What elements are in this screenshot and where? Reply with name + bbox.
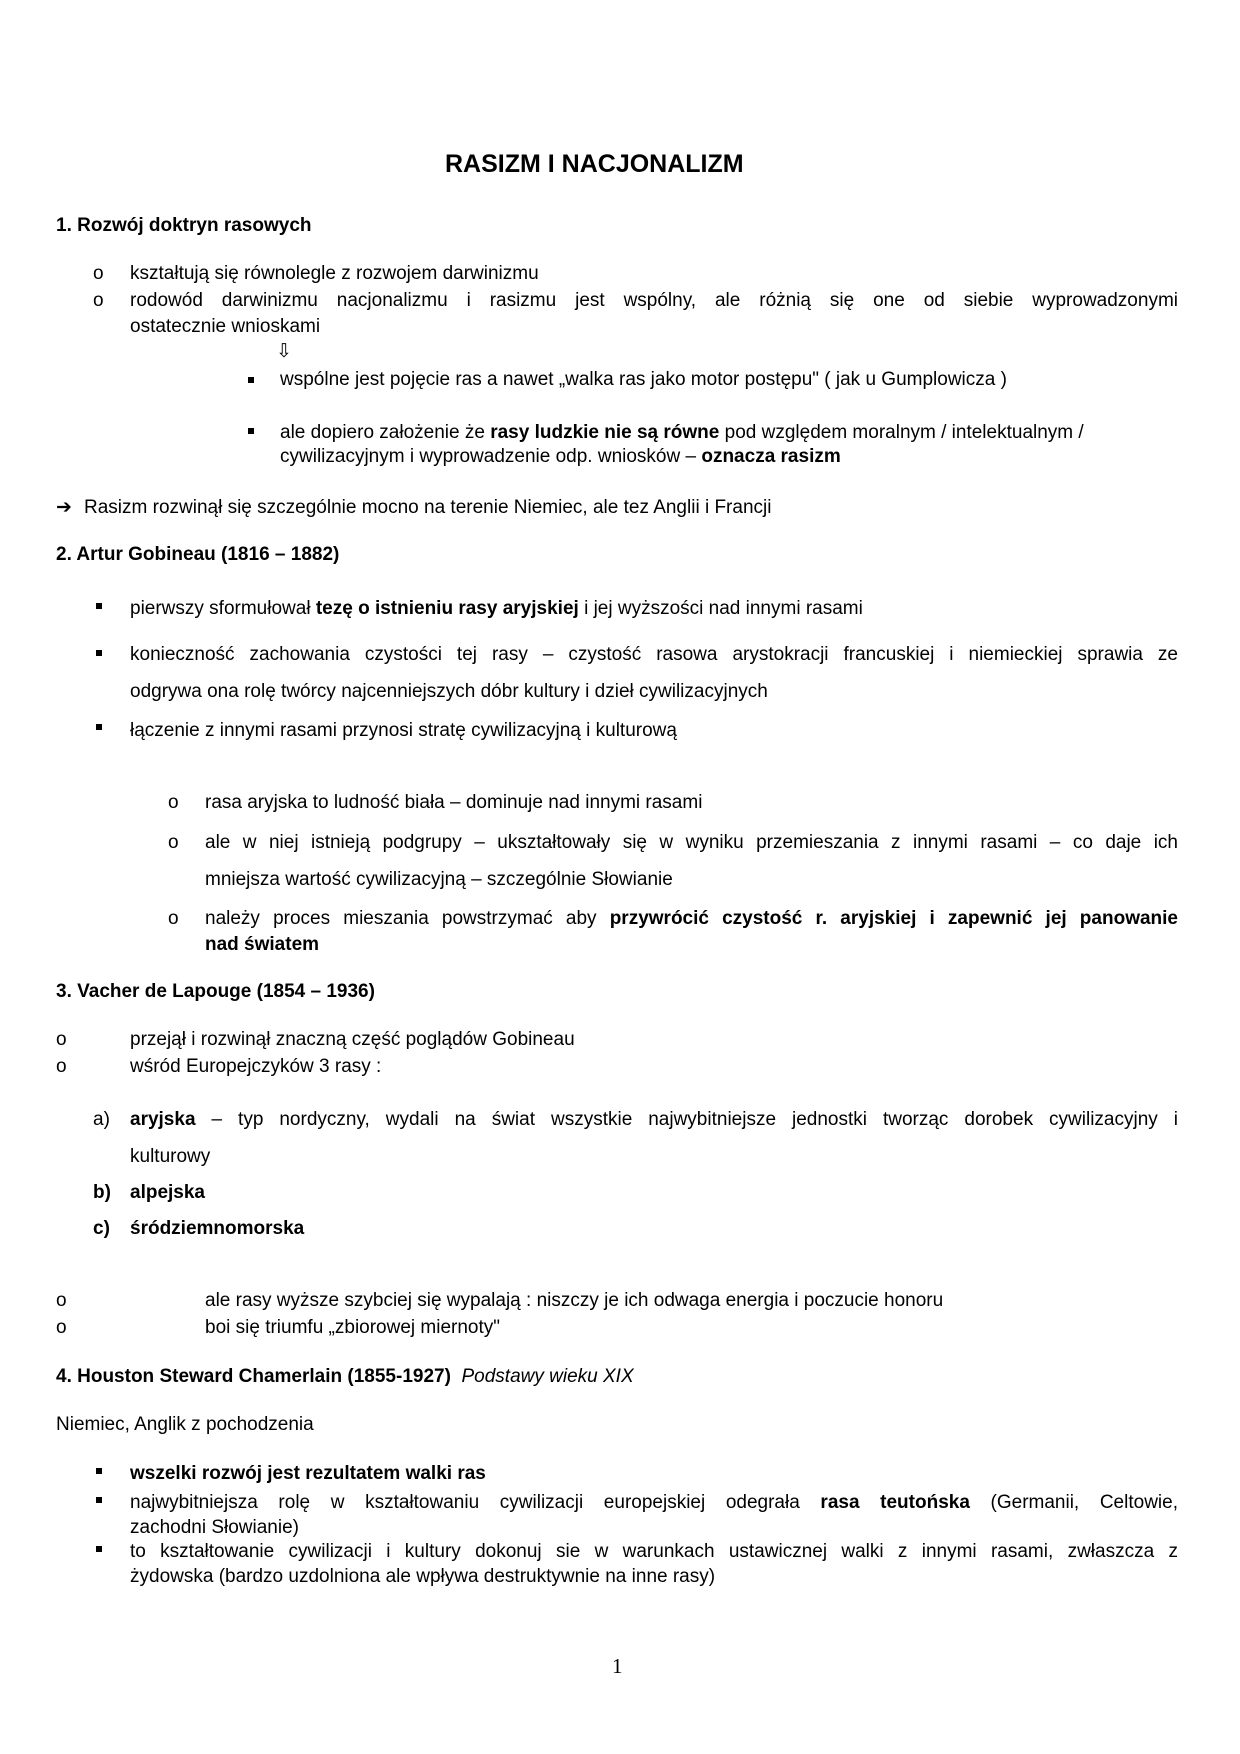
s1-bullet-2-line-2: ostatecznie wnioskami — [130, 316, 321, 337]
s3-item-c: śródziemnomorska — [130, 1218, 305, 1239]
s2-bullet-2-line-2: odgrywa ona rolę twórcy najcenniejszych dóbr kultury i dzieł cywilizacyjnych — [130, 681, 768, 702]
o-bullet-marker: o — [56, 1317, 67, 1338]
s3-bullet-4: boi się triumfu „zbiorowej miernoty" — [205, 1317, 501, 1338]
section-3-heading: 3. Vacher de Lapouge (1854 – 1936) — [56, 981, 375, 1002]
s3-item-a-line-1: aryjska – typ nordyczny, wydali na świat wszystkie najwybitniejsze jednostki tworząc dorobek cywilizacyjny i — [130, 1109, 1178, 1130]
square-bullet-icon — [96, 724, 102, 730]
o-bullet-marker: o — [56, 1056, 67, 1077]
down-arrow-icon: ⇩ — [276, 341, 292, 362]
square-bullet-icon — [96, 603, 102, 609]
list-label-b: b) — [93, 1182, 111, 1203]
s3-bullet-2: wśród Europejczyków 3 rasy : — [130, 1056, 382, 1077]
s2-sub-1: rasa aryjska to ludność biała – dominuje nad innymi rasami — [205, 792, 703, 813]
s1-bullet-2-line-1: rodowód darwinizmu nacjonalizmu i rasizmu jest wspólny, ale różnią się one od siebie wyprowadzonymi — [130, 290, 1178, 311]
s1-note: Rasizm rozwinął się szczególnie mocno na terenie Niemiec, ale tez Anglii i Francji — [84, 497, 772, 518]
square-bullet-icon — [248, 377, 254, 383]
square-bullet-icon — [248, 428, 254, 434]
s4-bullet-2-line-1: najwybitniejsza rolę w kształtowaniu cywilizacji europejskiej odegrała rasa teutońska (Germanii, Celtowie, — [130, 1492, 1178, 1513]
s2-sub-2-line-2: mniejsza wartość cywilizacyjną – szczególnie Słowianie — [205, 869, 673, 890]
o-bullet-marker: o — [168, 908, 179, 929]
s1-note-arrow-icon: ➔ — [56, 497, 72, 518]
s2-bullet-2-line-1: konieczność zachowania czystości tej rasy – czystość rasowa arystokracji francuskiej i niemieckiej sprawia ze — [130, 644, 1178, 665]
s2-sub-3-line-2: nad światem — [205, 934, 320, 955]
square-bullet-icon — [96, 650, 102, 656]
s1-bullet-1: kształtują się równolegle z rozwojem darwinizmu — [130, 263, 539, 284]
o-bullet-marker: o — [93, 290, 104, 311]
s4-origin: Niemiec, Anglik z pochodzenia — [56, 1414, 314, 1435]
o-bullet-marker: o — [56, 1029, 67, 1050]
section-1-heading: 1. Rozwój doktryn rasowych — [56, 215, 312, 236]
s3-bullet-1: przejął i rozwinął znaczną część poglądów Gobineau — [130, 1029, 575, 1050]
section-2-heading: 2. Artur Gobineau (1816 – 1882) — [56, 544, 340, 565]
square-bullet-icon — [96, 1468, 102, 1474]
o-bullet-marker: o — [168, 792, 179, 813]
square-bullet-icon — [96, 1546, 102, 1552]
s3-item-b: alpejska — [130, 1182, 205, 1203]
page-number: 1 — [612, 1654, 623, 1678]
section-4-heading: 4. Houston Steward Chamerlain (1855-1927) Podstawy wieku XIX — [56, 1366, 634, 1387]
o-bullet-marker: o — [93, 263, 104, 284]
s1-sub-bullet-2-line-1: ale dopiero założenie że rasy ludzkie nie są równe pod względem moralnym / intelektualnym / — [280, 422, 1084, 443]
o-bullet-marker: o — [168, 832, 179, 853]
s4-bullet-3-line-2: żydowska (bardzo uzdolniona ale wpływa destruktywnie na inne rasy) — [130, 1566, 716, 1587]
s2-sub-3-line-1: należy proces mieszania powstrzymać aby przywrócić czystość r. aryjskiej i zapewnić jej panowanie — [205, 908, 1178, 929]
page-title: RASIZM I NACJONALIZM — [445, 150, 744, 178]
s1-sub-bullet-1: wspólne jest pojęcie ras a nawet „walka ras jako motor postępu" ( jak u Gumplowicza ) — [280, 369, 1007, 390]
s4-bullet-2-line-2: zachodni Słowianie) — [130, 1517, 299, 1538]
s3-bullet-3: ale rasy wyższe szybciej się wypalają : niszczy je ich odwaga energia i poczucie honoru — [205, 1290, 944, 1311]
s2-sub-2-line-1: ale w niej istnieją podgrupy – ukształtowały się w wyniku przemieszania z innymi rasami – co daje ich — [205, 832, 1178, 853]
s2-bullet-1: pierwszy sformułował tezę o istnieniu rasy aryjskiej i jej wyższości nad innymi rasami — [130, 598, 863, 619]
list-label-a: a) — [93, 1109, 110, 1130]
o-bullet-marker: o — [56, 1290, 67, 1311]
s3-item-a-line-2: kulturowy — [130, 1146, 211, 1167]
square-bullet-icon — [96, 1497, 102, 1503]
list-label-c: c) — [93, 1218, 110, 1239]
s4-bullet-3-line-1: to kształtowanie cywilizacji i kultury dokonuj sie w warunkach ustawicznej walki z innymi rasami, zwłaszcza z — [130, 1541, 1178, 1562]
s2-bullet-3: łączenie z innymi rasami przynosi stratę cywilizacyjną i kulturową — [130, 720, 677, 741]
s4-bullet-1: wszelki rozwój jest rezultatem walki ras — [130, 1463, 486, 1484]
s1-sub-bullet-2-line-2: cywilizacyjnym i wyprowadzenie odp. wniosków – oznacza rasizm — [280, 446, 841, 467]
